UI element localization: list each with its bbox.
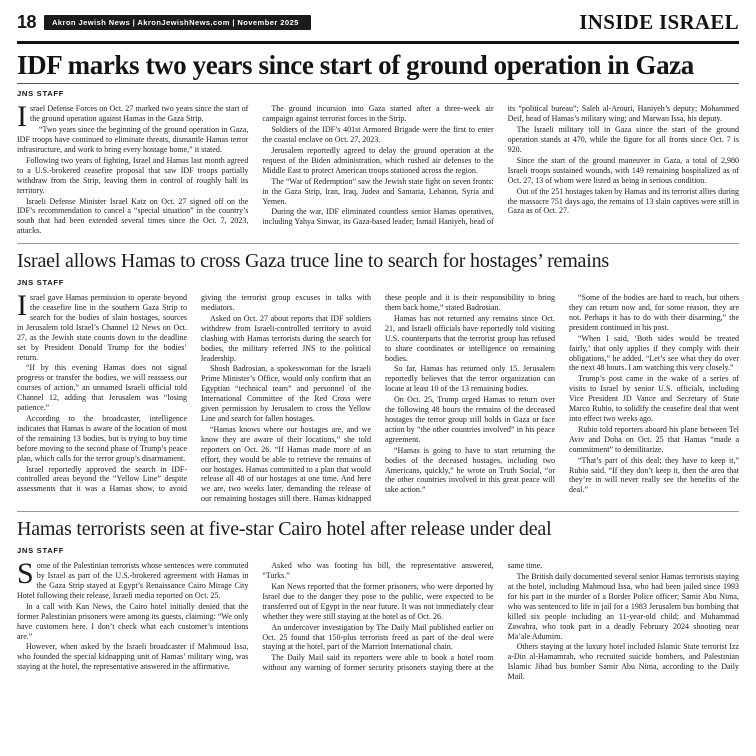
paragraph: Others staying at the luxury hotel included Islamic State terrorist Izz a-Din al-Hamamrah, who recruited suicide bombers, and Palestinian Islamic Jihad bus bomber Samir Abu Nima, according to the Daily Mail. — [507, 642, 739, 682]
paragraph: “If by this evening Hamas does not signal progress or transfer the bodies, we will reassess our courses of action,” an unnamed Israeli official told Channel 12, adding that Jerusalem was “losing patience.” — [17, 363, 187, 413]
paragraph: “Hamas is going to have to start returning the bodies of the deceased hostages, including two Americans, quickly,” he wrote on Truth Social, “or the other countries involved in this great peace will take action.” — [385, 445, 555, 495]
paragraph: Hamas has not returned any remains since Oct. 21, and Israeli officials have reportedly told visiting U.S. counterparts that the terrorist group has refused to share coordinates or intelligence on remaining bodies. — [385, 313, 555, 363]
paragraph: The Israeli military toll in Gaza since the start of the ground operation stands at 470, while the figure for all fronts since Oct. 7 is 920. — [507, 125, 739, 154]
article-body — [17, 289, 739, 504]
article-headline: IDF marks two years since start of ground operation in Gaza — [17, 50, 694, 80]
paragraph: During the war, IDF eliminated countless senior Hamas operatives, including Yahya Sinwar, its Gaza-based leader; Ismail Haniyeh, head of its “political bureau”; Saleh al-Arouri, Haniyeh’s deputy; Mohammed Deif, head of Hamas’s military wing; and Marwan Issa, his deputy. — [262, 104, 739, 227]
paragraph: Trump’s post came in the wake of a series of visits to Israel by senior U.S. officials, including Vice President JD Vance and Secretary of State Marco Rubio, to solidify the ceasefire deal that went into effect two weeks ago. — [569, 374, 739, 423]
paragraph: Rubio told reporters aboard his plane between Tel Aviv and Doha on Oct. 25 that Hamas “made a commitment” to demilitarize. — [569, 424, 739, 454]
paragraph: Israeli Defense Minister Israel Katz on Oct. 27 signed off on the IDF’s recommendation to cancel a “special situation” in the country’s south that had been extended several times since the Oct. 7, 2023, attacks. — [17, 196, 249, 236]
paragraph: Following two years of fighting, Israel and Hamas last month agreed to a U.S.-brokered ceasefire proposal that saw IDF troops partially withdraw from the Strip, leaving them in control of roughly half its territory. — [17, 155, 249, 195]
paragraph: Israel gave Hamas permission to operate beyond the ceasefire line in the southern Gaza Strip to search for the bodies of slain hostages, sources in Jerusalem told Israel’s Channel 12 News on Oct. 27, as the Jewish state counts down to the deadline set by President Donald Trump for the bodies’ return. — [17, 289, 187, 362]
paragraph: However, when asked by the Israeli broadcaster if Mahmoud Issa, who founded the special kidnapping unit of Hamas’ military wing, was staying at the hotel, the representative answered in the affirmative. — [17, 642, 249, 672]
paragraph: The “War of Redemption” saw the Jewish state fight on seven fronts: in the Gaza Strip, Iran, Iraq, Judea and Samaria, Lebanon, Syria and Yemen. — [262, 176, 494, 206]
paragraph: According to the broadcaster, intelligence indicates that Hamas is aware of the location of most of the remaining 13 bodies, but is trying to buy time before moving to the second phase of Trump’s peace plan, which calls for the terror group’s disarmament. — [17, 414, 187, 463]
paragraph: Israel reportedly approved the search in IDF-controlled areas beyond the “Yellow Line” despite assessments that it was a Hamas show, to avoid giving the terrorist group excuses in talks with mediators. — [17, 293, 371, 494]
paragraph: “Two years since the beginning of the ground operation in Gaza, IDF troops have continued to eliminate threats, dismantle Hamas terror infrastructure, and work to bring every hostage home,” it stated. — [17, 125, 249, 154]
paragraph: Asked on Oct. 27 about reports that IDF soldiers withdrew from Israeli-controlled territory to avoid clashing with Hamas terrorists during the search for bodies, the military referred JNS to the political leadership. — [201, 313, 371, 363]
page-header — [17, 8, 739, 40]
paragraph: Since the start of the ground maneuver in Gaza, a total of 2,980 Israeli troops sustained wounds, with 149 remaining hospitalized as of Oct. 27, 13 of whom were listed as being in serious condition. — [507, 155, 739, 185]
paragraph: Shosh Badrosian, a spokeswoman for the Israeli Prime Minister’s Office, would only confirm that an Egyptian “technical team” and personnel of the International Committee of the Red Cross were given permission by Jerusalem to cross the Yellow Line and search for fallen hostages. — [201, 364, 371, 423]
paragraph: So far, Hamas has returned only 15. Jerusalem reportedly believes that the terror organization can locate at least 10 of the 13 remaining bodies. — [385, 364, 555, 394]
paragraph: “That’s part of this deal; they have to keep it,” Rubio said. “If they don’t keep it, then the area that they’re in will never really see the benefits of the deal.” — [569, 455, 739, 495]
paragraph: Jerusalem reportedly agreed to delay the ground operation at the request of the Biden administration, which rushed air defenses to the Middle East to protect American troops stationed across the region. — [262, 145, 494, 175]
article-idf-ground-operation — [17, 51, 739, 236]
paragraph: Out of the 251 hostages taken by Hamas and its terrorist allies during the massacre 751 days ago, the remains of 13 slain captives were still in Gaza as of Oct. 27. — [507, 186, 739, 216]
article-cairo-hotel — [17, 518, 739, 682]
byline: JNS STAFF — [17, 546, 65, 556]
paragraph: “Some of the bodies are hard to reach, but others they can return now and, for some reason, they are not. Perhaps it has to do with their disarming,” the president continued in his post. — [569, 293, 739, 332]
paragraph: Israel Defense Forces on Oct. 27 marked two years since the start of the ground operation against Hamas in the Gaza Strip. — [17, 100, 249, 134]
paragraph: Some of the Palestinian terrorists whose sentences were commuted by Israel as part of the U.S.-brokered agreement with Hamas in the Gaza Strip stayed at Egypt’s Renaissance Cairo Mirage City Hotel following their release, Israeli media reported on Oct. 25. — [17, 557, 249, 600]
article-headline: Israel allows Hamas to cross Gaza truce line to search for hostages’ remains — [17, 250, 609, 273]
header-rule — [17, 41, 739, 44]
byline: JNS STAFF — [17, 89, 65, 99]
article-headline: Hamas terrorists seen at five-star Cairo hotel after release under deal — [17, 518, 552, 541]
article-body — [17, 100, 739, 236]
byline: JNS STAFF — [17, 278, 65, 288]
headline-rule — [17, 83, 739, 84]
paragraph: “When I said, ‘Both sides would be treated fairly,’ that only applies if they comply with their obligations,” he added. “Let’s see what they do over the next 48 hours. I am watching this very closely.” — [569, 333, 739, 373]
page-number: 18 — [17, 12, 37, 32]
paragraph: The Daily Mail said its reporters were able to book a hotel room without any warning of former security prisoners staying there at the same time. — [262, 561, 543, 673]
paragraph: Kan News reported that the former prisoners, who were deported by Israel due to the danger they pose to the public, were expected to be transferred out of Egypt in the near future. It was not immediately clear whether they were still staying at the hotel as of Oct. 26. — [262, 581, 494, 621]
paragraph: In a call with Kan News, the Cairo hotel initially denied that the former Palestinian prisoners were among its guests, claiming: “We only have customers here. I don’t check what each customer’s intentions are.” — [17, 601, 249, 641]
article-body — [17, 557, 739, 682]
paragraph: On Oct. 25, Trump urged Hamas to return over the following 48 hours the remains of the deceased hostages the terror group still holds in Gaza or face action by “the other countries involved” in his peace agreement. — [385, 395, 555, 444]
article-separator — [17, 243, 739, 244]
paragraph: The ground incursion into Gaza started after a three-week air campaign against terrorist forces in the Strip. — [262, 104, 494, 124]
paragraph: The British daily documented several senior Hamas terrorists staying at the hotel, including Mahmoud Issa, who had been jailed since 1993 for his part in the murder of a Border Police officer; Samir Abu Nima, who was sentenced to life in jail for a 1983 Jerusalem bus bombing that killed six people including an 11-year-old child; and Muhammad Zawahra, who took part in a deadly February 2024 shooting near Ma’ale Adumim. — [507, 572, 739, 641]
paragraph: An undercover investigation by The Daily Mail published earlier on Oct. 25 found that 150-plus terrorists freed as part of the deal were staying at the hotel, part of the Marriott International chain. — [262, 622, 494, 652]
article-hamas-truce-line — [17, 250, 739, 504]
article-separator — [17, 511, 739, 512]
masthead: Akron Jewish News | AkronJewishNews.com | November 2025 — [44, 15, 311, 30]
paragraph: Asked who was footing his bill, the representative answered, “Turks.” — [262, 561, 494, 581]
paragraph: “Hamas knows where our hostages are, and we know they are aware of their locations,” she told reporters on Oct. 26. “If Hamas made more of an effort, they would be able to retrieve the remains of our hostages. Hamas committed to a plan that would release all 48 of our hostages at one time. And here we are, two weeks later, demanding the release of our remaining hostages still there. Hamas kidnapped these people and it is their responsibility to bring them back home,” stated Badrosian. — [201, 293, 555, 504]
paragraph: Soldiers of the IDF’s 401st Armored Brigade were the first to enter the coastal enclave on Oct. 27, 2023. — [262, 125, 494, 145]
section-title: INSIDE ISRAEL — [579, 10, 739, 34]
